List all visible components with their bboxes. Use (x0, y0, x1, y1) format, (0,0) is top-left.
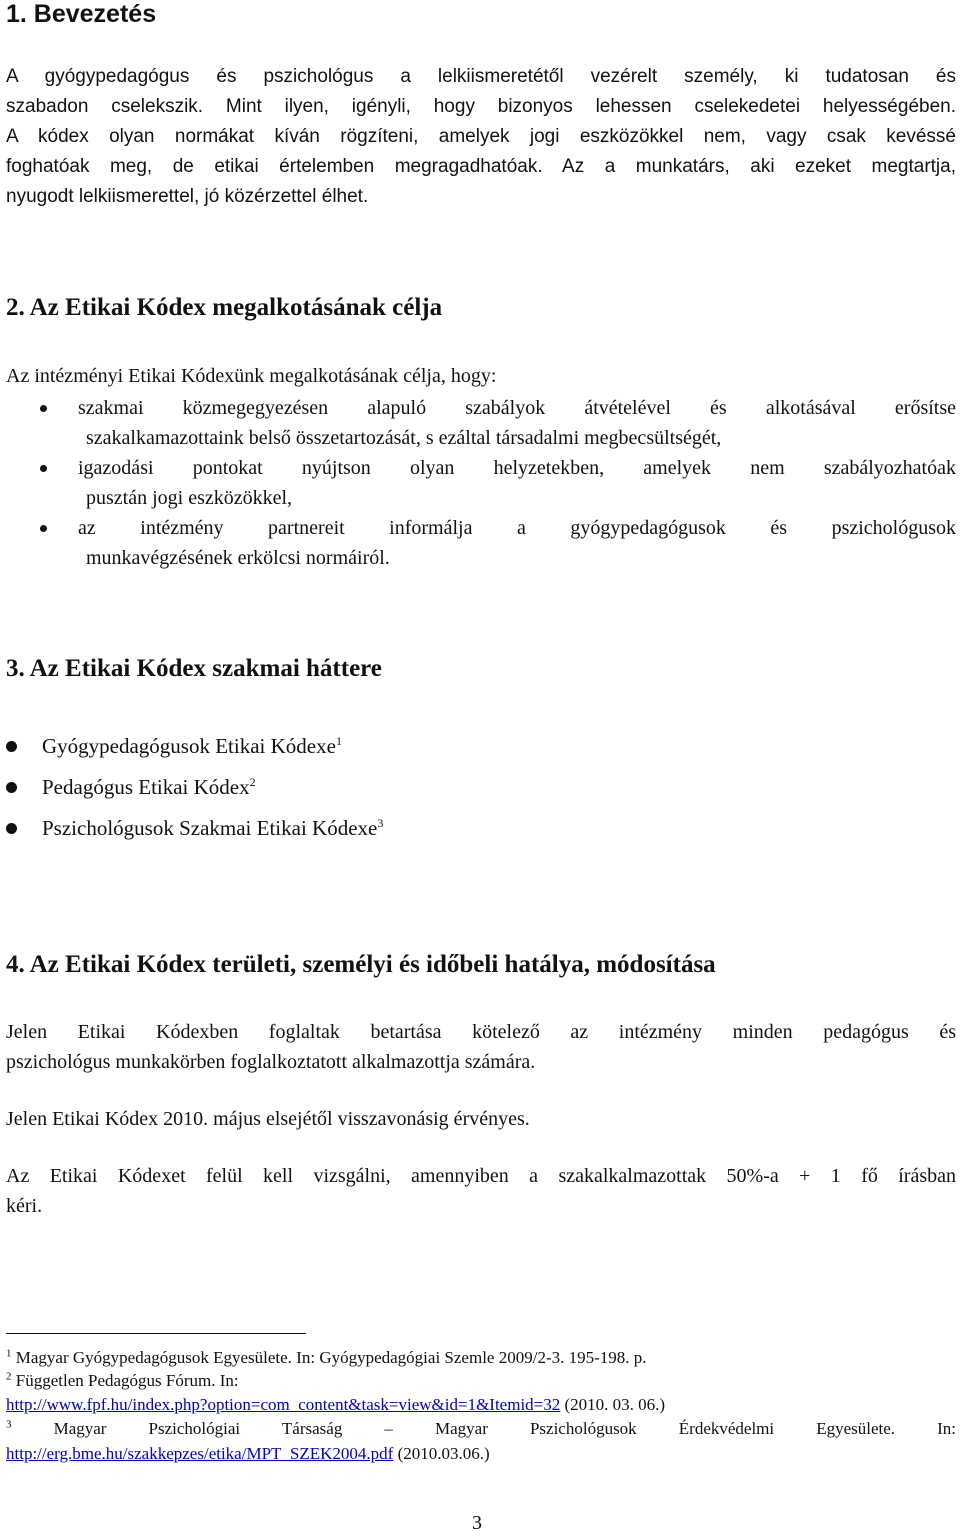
list-item-text: Gyógypedagógusok Etikai Kódexe (42, 734, 336, 758)
list-item-line: szakmai közmegegyezésen alapuló szabályok átvételével és alkotásával erősítse (78, 397, 956, 419)
bullet-icon (40, 465, 47, 472)
footnote-number: 1 (6, 1347, 12, 1360)
footnote-2 (6, 1369, 956, 1393)
list-item-text: Pszichológusok Szakmai Etikai Kódexe (42, 816, 378, 840)
list-item-text: Pedagógus Etikai Kódex (42, 775, 250, 799)
footnote-text: Magyar Pszichológiai Társaság – Magyar Pszichológusok Érdekvédelmi Egyesülete. In: (53, 1419, 957, 1438)
section-2-heading: 2. Az Etikai Kódex megalkotásának célja (6, 294, 443, 321)
background-list (0, 730, 960, 850)
section-3-heading: 3. Az Etikai Kódex szakmai háttere (6, 655, 382, 682)
section-2-intro: Az intézményi Etikai Kódexünk megalkotásának célja, hogy: (6, 365, 497, 387)
footnote-1 (6, 1346, 956, 1370)
list-item (0, 513, 960, 573)
section-1-paragraph (6, 62, 956, 212)
goals-list (0, 393, 960, 573)
footnote-2-link-line (6, 1393, 956, 1417)
paragraph-line: A kódex olyan normákat kíván rögzíteni, amelyek jogi eszközökkel nem, vagy csak kevéssé (6, 126, 956, 147)
list-item-line: az intézmény partnereit informálja a gyógypedagógusok és pszichológusok (78, 517, 956, 539)
list-item-line: szakalkamazottaink belső összetartozását, s ezáltal társadalmi megbecsültségét, (86, 427, 722, 449)
footnote-link[interactable]: http://erg.bme.hu/szakkepzes/etika/MPT_SZEK2004.pdf (6, 1444, 394, 1463)
list-item-line: munkavégzésének erkölcsi normáiról. (86, 547, 390, 569)
bullet-icon (6, 823, 17, 834)
footnote-link[interactable]: http://www.fpf.hu/index.php?option=com_content&task=view&id=1&Itemid=32 (6, 1395, 561, 1414)
list-item-line: pusztán jogi eszközökkel, (86, 487, 293, 509)
paragraph-line: Az Etikai Kódexet felül kell vizsgálni, amennyiben a szakalkalmazottak 50%-a + 1 fő írásban (6, 1165, 956, 1187)
bullet-icon (40, 525, 47, 532)
list-item (42, 816, 383, 841)
footnote-ref: 2 (249, 775, 256, 789)
list-item-line: igazodási pontokat nyújtson olyan helyzetekben, amelyek nem szabályozhatóak (78, 457, 956, 479)
paragraph-line: foghatóak meg, de etikai értelemben megragadhatóak. Az a munkatárs, aki ezeket megtartja, (6, 156, 956, 177)
footnote-date: (2010. 03. 06.) (560, 1395, 666, 1414)
paragraph-line: A gyógypedagógus és pszichológus a lelkiismeretétől vezérelt személy, ki tudatosan és (6, 66, 956, 87)
footnote-date: (2010.03.06.) (393, 1444, 490, 1463)
bullet-icon (40, 405, 47, 412)
footnote-3-link-line (6, 1442, 956, 1466)
footnote-text: Magyar Gyógypedagógusok Egyesülete. In: Gyógypedagógiai Szemle 2009/2-3. 195-198. p. (15, 1348, 647, 1367)
list-item (0, 393, 960, 453)
scope-paragraph (6, 1017, 956, 1077)
footnote-number: 2 (6, 1370, 12, 1383)
footnote-text: Független Pedagógus Fórum. In: (15, 1371, 239, 1390)
paragraph-line: nyugodt lelkiismerettel, jó közérzettel élhet. (6, 186, 369, 207)
footnote-ref: 3 (377, 816, 384, 830)
revision-paragraph (6, 1161, 956, 1221)
list-item (42, 775, 256, 800)
validity-paragraph: Jelen Etikai Kódex 2010. május elsejétől visszavonásig érvényes. (6, 1108, 530, 1130)
section-1-heading: 1. Bevezetés (6, 0, 157, 28)
list-item (0, 453, 960, 513)
paragraph-line: Jelen Etikai Kódexben foglaltak betartása kötelező az intézmény minden pedagógus és (6, 1021, 956, 1043)
paragraph-line: szabadon cselekszik. Mint ilyen, igényli, hogy bizonyos lehessen cselekedetei helyességében. (6, 96, 956, 117)
footnote-number: 3 (6, 1418, 12, 1431)
bullet-icon (6, 741, 17, 752)
paragraph-line: kéri. (6, 1195, 43, 1217)
page-number: 3 (472, 1512, 482, 1534)
bullet-icon (6, 782, 17, 793)
footnote-text-line (6, 1417, 956, 1441)
footnote-separator (6, 1333, 306, 1334)
footnote-3 (6, 1417, 956, 1441)
list-item (42, 734, 342, 759)
section-4-heading: 4. Az Etikai Kódex területi, személyi és időbeli hatálya, módosítása (6, 951, 716, 978)
paragraph-line: pszichológus munkakörben foglalkoztatott alkalmazottja számára. (6, 1051, 536, 1073)
footnote-ref: 1 (335, 734, 342, 748)
